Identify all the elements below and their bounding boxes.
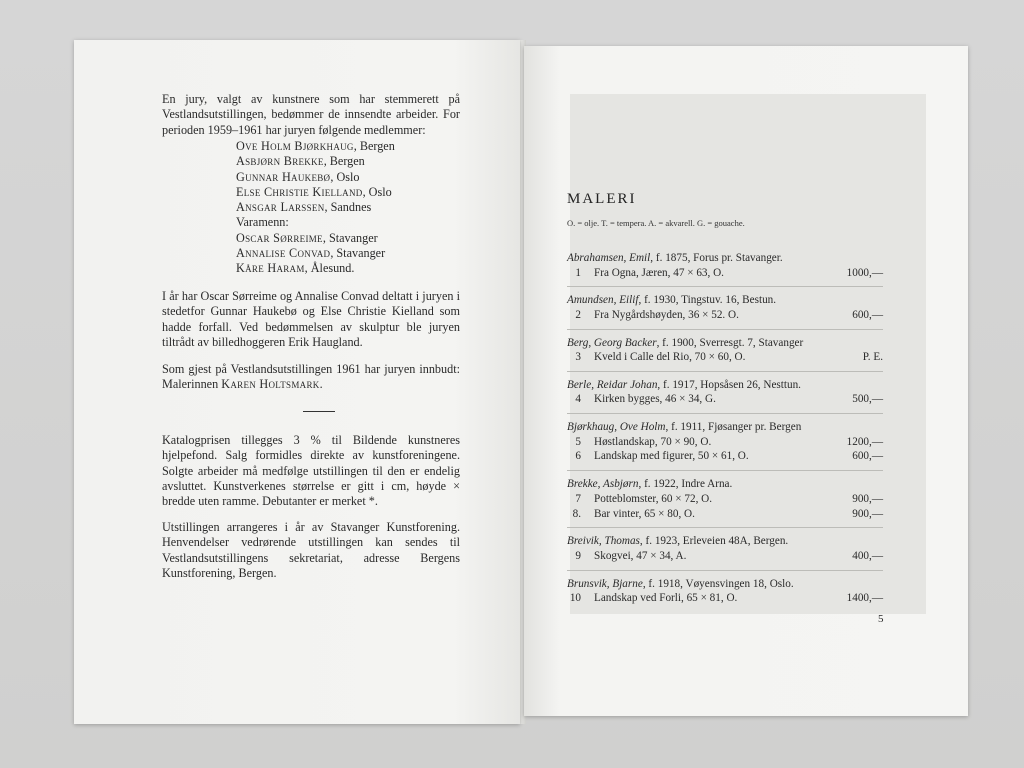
jury-member: Ove Holm Bjørkhaug, Bergen	[236, 139, 395, 153]
work-row: 8. Bar vinter, 65 × 80, O. 900,—	[572, 507, 883, 520]
intro-paragraph: En jury, valgt av kunstnere som har stemmerett på Vestlandsutstillingen, bedømmer de innsendte arbeider. For perioden 1959–1961 har juryen følgende medlemmer:	[162, 92, 460, 137]
work-row: 5 Høstlandskap, 70 × 90, O. 1200,—	[575, 435, 883, 448]
artist-line: Bjørkhaug, Ove Holm, f. 1911, Fjøsanger pr. Bergen	[567, 421, 802, 434]
jury-list	[236, 139, 395, 277]
guest-paragraph: Som gjest på Vestlandsutstillingen 1961 har juryen innbudt: Malerinnen Karen Holtsmark.	[162, 362, 460, 392]
catalog-entry	[567, 378, 883, 407]
catalog-entry	[567, 534, 883, 563]
work-row: 2 Fra Nygårdshøyden, 36 × 52. O. 600,—	[575, 308, 883, 321]
work-row: 10 Landskap ved Forli, 65 × 81, O. 1400,—	[569, 592, 883, 605]
catalog-entry	[567, 577, 883, 606]
catalog-entry	[567, 251, 883, 280]
right-page	[524, 46, 968, 716]
work-row: 7 Potteblomster, 60 × 72, O. 900,—	[575, 492, 883, 505]
entry-divider	[567, 527, 883, 528]
entry-divider	[567, 470, 883, 471]
deputy-member: Oscar Sørreime, Stavanger	[236, 230, 378, 245]
entry-divider	[567, 286, 883, 287]
work-row: 1 Fra Ogna, Jæren, 47 × 63, O. 1000,—	[575, 266, 883, 279]
deputy-member: Kåre Haram, Ålesund.	[236, 261, 355, 276]
work-row: 9 Skogvei, 47 × 34, A. 400,—	[575, 549, 883, 562]
jury-member: Ansgar Larssen, Sandnes	[236, 200, 372, 215]
entry-divider	[567, 570, 883, 571]
artist-line: Brekke, Asbjørn, f. 1922, Indre Arna.	[567, 478, 733, 491]
artist-line: Berle, Reidar Johan, f. 1917, Hopsåsen 26, Nesttun.	[567, 378, 801, 391]
work-row: 3 Kveld i Calle del Rio, 70 × 60, O. P. E.	[575, 351, 883, 364]
catalog-list	[567, 251, 883, 606]
artist-line: Amundsen, Eilif, f. 1930, Tingstuv. 16, Bestun.	[567, 294, 777, 307]
deputy-member: Annalise Convad, Stavanger	[236, 246, 386, 261]
artist-line: Berg, Georg Backer, f. 1900, Sverresgt. 7, Stavanger	[567, 336, 804, 349]
organizer-paragraph: Utstillingen arrangeres i år av Stavanger Kunstforening. Henvendelser vedrørende utstillingen kan sendes til Vestlandsutstillingens sekretariat, adresse Bergens Kunstforening, Bergen.	[162, 520, 460, 580]
artist-line: Breivik, Thomas, f. 1923, Erleveien 48A, Bergen.	[567, 535, 789, 548]
artist-line: Brunsvik, Bjarne, f. 1918, Vøyensvingen 18, Oslo.	[567, 577, 794, 590]
medium-legend: O. = olje. T. = tempera. A. = akvarell. G. = gouache.	[567, 218, 745, 228]
entry-divider	[567, 371, 883, 372]
varamenn-label: Varamenn:	[236, 215, 289, 230]
artist-line: Abrahamsen, Emil, f. 1875, Forus pr. Stavanger.	[567, 252, 783, 264]
jury-member: Asbjørn Brekke, Bergen	[236, 154, 365, 169]
jury-member: Else Christie Kielland, Oslo	[236, 184, 392, 199]
jury-member: Gunnar Haukebø, Oslo	[236, 169, 360, 184]
entry-divider	[567, 413, 883, 414]
work-row: 4 Kirken bygges, 46 × 34, G. 500,—	[575, 393, 883, 406]
catalog-entry	[567, 336, 883, 365]
catalog-entry	[567, 420, 883, 464]
section-divider	[303, 411, 335, 412]
jury-changes-paragraph: I år har Oscar Sørreime og Annalise Convad deltatt i juryen i stedetfor Gunnar Haukebø og Else Christie Kielland som hadde forfall. Ved bedømmelsen av skulptur ble juryen tiltrådt av billedhoggeren Erik Haugland.	[162, 289, 460, 349]
work-row: 6 Landskap med figurer, 50 × 61, O. 600,—	[575, 450, 883, 463]
left-page	[74, 40, 520, 724]
catalog-price-paragraph: Katalogprisen tillegges 3 % til Bildende kunstneres hjelpefond. Salg formidles direkte av kunstforeningene. Solgte arbeider må medfølge utstillingen til den er endelig avsluttet. Kunstverkenes størrelse er gitt i cm, høyde × bredde uten ramme. Debutanter er merket *.	[162, 433, 460, 509]
catalog-entry	[567, 477, 883, 521]
catalog-entry	[567, 293, 883, 322]
page-number: 5	[878, 613, 884, 625]
section-title: MALERI	[567, 191, 637, 207]
entry-divider	[567, 329, 883, 330]
